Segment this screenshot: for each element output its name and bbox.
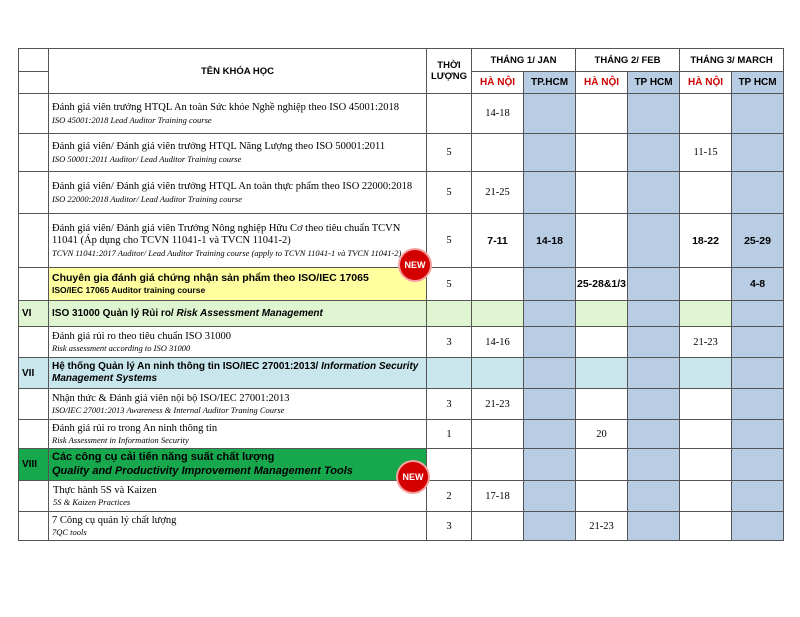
section-row <box>19 301 784 327</box>
month-jan-header: THÁNG 1/ JAN <box>472 49 576 72</box>
jan-hanoi-cell <box>472 512 524 541</box>
section-number: VII <box>19 358 49 389</box>
table-row <box>19 327 784 358</box>
jan-hcm-cell <box>524 134 576 172</box>
jan-hanoi-header: HÀ NỘI <box>472 72 524 94</box>
jan-hcm-cell <box>524 481 576 512</box>
duration-cell: 5 <box>427 134 472 172</box>
section-title: Hệ thống Quản lý An ninh thông tin ISO/IEC 27001:2013/ <box>52 360 322 372</box>
month-mar-header: THÁNG 3/ MARCH <box>680 49 784 72</box>
feb-hcm-cell <box>628 327 680 358</box>
duration-cell: 2 <box>427 481 472 512</box>
mar-hcm-cell: 4-8 <box>732 268 784 301</box>
mar-hcm-cell <box>732 389 784 420</box>
new-badge: NEW <box>400 250 430 280</box>
jan-hanoi-cell <box>472 420 524 449</box>
section-title-en: Quality and Productivity Improvement Management Tools <box>52 464 353 477</box>
feb-hanoi-cell: 25-28&1/3 <box>576 268 628 301</box>
mar-hanoi-cell <box>680 512 732 541</box>
month-feb-header: THÁNG 2/ FEB <box>576 49 680 72</box>
duration-cell: 3 <box>427 512 472 541</box>
feb-hanoi-cell <box>576 214 628 268</box>
feb-hanoi-cell <box>576 327 628 358</box>
duration-cell: 1 <box>427 420 472 449</box>
course-title-en: ISO 22000:2018 Auditor/ Lead Auditor Training course <box>52 193 243 204</box>
feb-hcm-cell <box>628 268 680 301</box>
feb-hanoi-cell: 21-23 <box>576 512 628 541</box>
section-number: VIII <box>19 449 49 481</box>
mar-hcm-cell <box>732 481 784 512</box>
section-title: Các công cụ cải tiến năng suất chất lượng <box>52 450 275 463</box>
jan-hanoi-cell: 17-18 <box>472 481 524 512</box>
mar-hanoi-cell: 18-22 <box>680 214 732 268</box>
new-badge: NEW <box>398 462 428 492</box>
feb-hcm-cell <box>628 389 680 420</box>
jan-hcm-cell <box>524 172 576 214</box>
course-title-en: ISO 50001:2011 Auditor/ Lead Auditor Training course <box>52 153 242 164</box>
course-title: Đánh giá viên/ Đánh giá viên Trưởng Nông nghiệp Hữu Cơ theo tiêu chuẩn TCVN 11041 (Áp dụng cho TCVN 11041-1 và TVCN 11041-2) <box>52 222 401 247</box>
jan-hanoi-cell <box>472 134 524 172</box>
duration-cell: 5 <box>427 268 472 301</box>
course-title: Thực hành 5S và Kaizen <box>53 484 157 496</box>
jan-hanoi-cell: 21-23 <box>472 389 524 420</box>
course-title: Đánh giá viên/ Đánh giá viên trưởng HTQL Năng Lượng theo ISO 50001:2011 <box>52 141 386 153</box>
section-title-en: Information Security Management Systems <box>52 360 419 384</box>
course-name-header: TÊN KHÓA HỌC <box>49 49 427 94</box>
duration-cell: 3 <box>427 327 472 358</box>
mar-hcm-cell <box>732 134 784 172</box>
course-title: Đánh giá viên/ Đánh giá viên trưởng HTQL An toàn thực phẩm theo ISO 22000:2018 <box>52 181 413 193</box>
mar-hcm-cell: 25-29 <box>732 214 784 268</box>
duration-cell <box>427 94 472 134</box>
duration-header: THỜI LƯỢNG <box>427 49 472 94</box>
table-row <box>19 172 784 214</box>
table-row <box>19 94 784 134</box>
feb-hcm-header: TP HCM <box>628 72 680 94</box>
feb-hcm-cell <box>628 134 680 172</box>
feb-hcm-cell <box>628 512 680 541</box>
mar-hanoi-cell <box>680 268 732 301</box>
feb-hanoi-cell <box>576 389 628 420</box>
jan-hcm-cell: 14-18 <box>524 214 576 268</box>
mar-hanoi-cell <box>680 389 732 420</box>
feb-hcm-cell <box>628 214 680 268</box>
course-title-en: Risk assessment according to ISO 31000 <box>52 343 191 354</box>
feb-hcm-cell <box>628 481 680 512</box>
jan-hanoi-cell: 21-25 <box>472 172 524 214</box>
jan-hcm-cell <box>524 389 576 420</box>
table-row <box>19 134 784 172</box>
blank-cell <box>19 49 49 72</box>
section-number: VI <box>19 301 49 327</box>
course-title-en: ISO/IEC 17065 Auditor training course <box>52 285 206 296</box>
duration-cell: 5 <box>427 214 472 268</box>
feb-hanoi-cell <box>576 134 628 172</box>
course-title-en: ISO 45001:2018 Lead Auditor Training course <box>52 114 212 125</box>
feb-hanoi-cell <box>576 481 628 512</box>
feb-hanoi-cell: 20 <box>576 420 628 449</box>
mar-hanoi-cell <box>680 172 732 214</box>
duration-cell: 5 <box>427 172 472 214</box>
mar-hcm-cell <box>732 512 784 541</box>
table-row <box>19 512 784 541</box>
mar-hanoi-header: HÀ NỘI <box>680 72 732 94</box>
course-title: Đánh giá rủi ro theo tiêu chuẩn ISO 31000 <box>52 330 232 342</box>
jan-hcm-cell <box>524 94 576 134</box>
course-title-en: ISO/IEC 27001:2013 Awareness & Internal Auditor Traning Course <box>52 405 285 416</box>
course-title-en: 5S & Kaizen Practices <box>53 497 131 508</box>
jan-hanoi-cell: 14-18 <box>472 94 524 134</box>
feb-hanoi-header: HÀ NỘI <box>576 72 628 94</box>
section-title-en: Risk Assessment Management <box>176 308 323 319</box>
course-title: Đánh giá viên trưởng HTQL An toàn Sức khỏe Nghề nghiệp theo ISO 45001:2018 <box>52 102 399 114</box>
jan-hcm-header: TP.HCM <box>524 72 576 94</box>
mar-hanoi-cell: 11-15 <box>680 134 732 172</box>
feb-hanoi-cell <box>576 94 628 134</box>
mar-hcm-cell <box>732 94 784 134</box>
mar-hanoi-cell <box>680 94 732 134</box>
course-title: Đánh giá rủi ro trong An ninh thông tin <box>52 422 218 434</box>
table-row <box>19 420 784 449</box>
mar-hcm-cell <box>732 172 784 214</box>
feb-hcm-cell <box>628 420 680 449</box>
course-title-en: 7QC tools <box>52 527 87 538</box>
jan-hanoi-cell: 7-11 <box>472 214 524 268</box>
jan-hcm-cell <box>524 268 576 301</box>
section-title: ISO 31000 Quản lý Rủi ro/ <box>52 308 177 319</box>
mar-hanoi-cell <box>680 420 732 449</box>
jan-hcm-cell <box>524 327 576 358</box>
feb-hcm-cell <box>628 94 680 134</box>
section-row <box>19 358 784 389</box>
jan-hanoi-cell <box>472 268 524 301</box>
mar-hanoi-cell <box>680 481 732 512</box>
duration-cell: 3 <box>427 389 472 420</box>
table-row <box>19 389 784 420</box>
jan-hanoi-cell: 14-16 <box>472 327 524 358</box>
course-title: Chuyên gia đánh giá chứng nhận sản phẩm theo ISO/IEC 17065 <box>52 272 369 285</box>
feb-hcm-cell <box>628 172 680 214</box>
mar-hanoi-cell: 21-23 <box>680 327 732 358</box>
mar-hcm-header: TP HCM <box>732 72 784 94</box>
mar-hcm-cell <box>732 327 784 358</box>
blank-cell <box>19 72 49 94</box>
course-title-en: TCVN 11041:2017 Auditor/ Lead Auditor Training course (apply to TCVN 11041-1 và TVCN 11041-2) <box>52 248 402 258</box>
course-title: Nhận thức & Đánh giá viên nội bộ ISO/IEC 27001:2013 <box>52 392 290 404</box>
course-title: 7 Công cụ quản lý chất lượng <box>52 514 177 526</box>
feb-hanoi-cell <box>576 172 628 214</box>
jan-hcm-cell <box>524 512 576 541</box>
jan-hcm-cell <box>524 420 576 449</box>
mar-hcm-cell <box>732 420 784 449</box>
course-title-en: Risk Assessment in Information Security <box>52 435 189 446</box>
